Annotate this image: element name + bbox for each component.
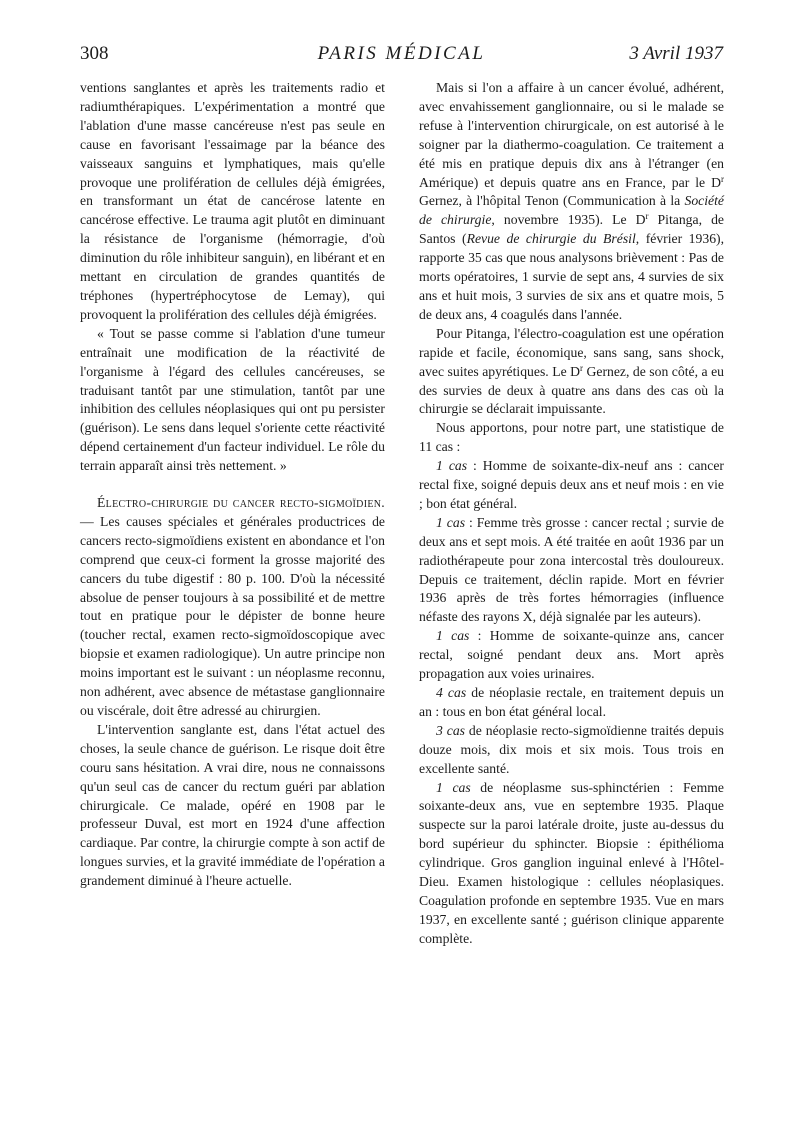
case-item — [419, 722, 724, 779]
section-intro-text: — Les causes spéciales et générales productrices de cancers recto-sigmoïdiens existent en abondance et l'on comprend que ceux-ci forment la grosse majorité des cancers du tube digestif : 80 p. 100. D'où la nécessité absolue de penser toujours à sa possibilité et de mettre tout en pratique pour le dépister de bonne heure (toucher rectal, examen recto-sigmoïdoscopique avec biopsie et examen radiologique). Un autre principe non moins important est le suivant : un néoplasme reconnu, non adhérent, avec absence de métastase ganglionnaire ou viscérale, doit être adressé au chirurgien. — [80, 513, 385, 718]
text-fragment: Gernez, de son côté, a eu des survies de deux à quatre ans dans des cas où la chirurgie se déclarait impuissante. — [419, 363, 724, 417]
text-fragment: Pour Pitanga, l'électro-coagulation est une opération rapide et facile, économique, sans sang, sans shock, avec suites apyrétiques. Le D — [419, 325, 724, 379]
case-label: 3 cas — [436, 722, 465, 738]
case-label: 4 cas — [436, 685, 467, 700]
case-item — [419, 684, 724, 722]
case-item — [419, 514, 724, 627]
case-label: 1 cas — [436, 514, 466, 530]
paragraph-section-intro — [80, 494, 385, 721]
paragraph-pitanga — [419, 325, 724, 420]
text-fragment: , février 1936), rapporte 35 cas que nous analysons brièvement : Pas de morts opératoires, 1 survie de sept ans, 4 survies de six ans et huit mois, 3 survies de six ans et quatre mois, 5 de deux ans, 4 coagulés dans l'année. — [419, 231, 725, 322]
paragraph-quote: « Tout se passe comme si l'ablation d'une tumeur entraînait une modification de la réactivité de l'organisme à l'égard des cellules cancéreuses, se traduisant tantôt par une stimulation, tantôt par une inhibition des cellules néoplasiques qui ont pu persister (guérison). Le sens dans lequel s'oriente cette réactivité dépend certainement d'un facteur individuel. Le rôle du terrain apparaît ainsi très nettement. » — [80, 325, 385, 474]
case-item — [419, 779, 724, 949]
superscript: r — [721, 173, 724, 184]
case-text: de néoplasie rectale, en traitement depuis un an : tous en bon état général local. — [419, 685, 724, 719]
superscript: r — [645, 211, 649, 222]
case-label: 1 cas — [436, 779, 471, 795]
section-heading: Électro-chirurgie du cancer recto-sigmoïdien. — [97, 495, 385, 511]
superscript: r — [580, 362, 584, 373]
running-header — [80, 43, 723, 71]
case-label: 1 cas — [436, 458, 468, 474]
paragraph-continuation: ventions sanglantes et après les traitements radio et radiumthérapiques. L'expérimentation a montré que l'ablation d'une masse cancéreuse n'est pas seule en cause en favorisant l'essaimage par la béance des vaisseaux sanguins et lymphatiques, mais qu'elle provoque une prolifération de cellules déjà émigrées, en transformant un état de cancérose latente en cancérose effective. Le trauma agit plutôt en diminuant la résistance de l'organisme (hémorragie, d'où diminution du rôle inhibiteur sanguin), en libérant et en mettant en circulation de grandes quantités de tréphones (hypertréphocytose de Lemay), qui provoquent la prolifération des cellules déjà émigrées. — [80, 80, 385, 322]
case-text: de néoplasme sus-sphinctérien : Femme soixante-deux ans, vue en septembre 1935. Plaque suspecte sur la paroi latérale droite, juste au-dessus du bord supérieur du sphincter. Biopsie : épithélioma cylindrique. Gros ganglion inguinal enlevé à l'Hôtel-Dieu. Examen histologique : cellules néoplasiques. Coagulation profonde en septembre 1935. Vue en mars 1937, en excellente santé ; guérison clinique apparente complète. — [419, 779, 724, 946]
paragraph-intervention: L'intervention sanglante est, dans l'état actuel des choses, la seule chance de guérison. Le risque doit être couru sans hésitation. A vrai dire, nous ne connaissons qu'un seul cas de cancer du rectum guéri par ablation chirurgicale. Ce malade, opéré en 1908 par le professeur Duval, est mort en 1924 d'une affection cardiaque. Par contre, la chirurgie compte à son actif de longues survies, et la gravité immédiate de l'opération a grandement diminué à l'heure actuelle. — [80, 721, 385, 889]
italic-source: Revue de chirurgie du Brésil — [466, 231, 636, 247]
case-text: de néoplasie recto-sigmoïdienne traités depuis douze mois, dix mois et six mois. Tous trois en excellente santé. — [419, 722, 724, 776]
journal-title: PARIS MÉDICAL — [317, 43, 486, 64]
case-text: : Homme de soixante-quinze ans, cancer rectal, soigné pendant deux ans. Mort après propagation aux voies urinaires. — [419, 628, 724, 682]
case-label: 1 cas — [436, 628, 470, 644]
case-item — [419, 627, 724, 684]
text-fragment: Pitanga, de Santos ( — [419, 212, 724, 247]
page-number: 308 — [80, 43, 109, 64]
case-text: : Femme très grosse : cancer rectal ; survie de deux ans et sept mois. A été traitée en août 1936 par un radiothérapeute pour zona intercostal très douloureux. Depuis ce traitement, déclin rapide. Mort en février 1936 après de très fortes hémorragies (influence néfaste des rayons X, déjà signalée par les auteurs). — [419, 514, 724, 625]
paragraph-statistics-intro: Nous apportons, pour notre part, une statistique de 11 cas : — [419, 420, 724, 455]
italic-source: Société de chirurgie — [419, 193, 724, 228]
left-column — [80, 79, 385, 891]
text-fragment: Gernez, à l'hôpital Tenon (Communication à la — [419, 193, 685, 209]
issue-date: 3 Avril 1937 — [629, 43, 723, 64]
case-item — [419, 457, 724, 514]
text-fragment: Mais si l'on a affaire à un cancer évolué, adhérent, avec envahissement ganglionnaire, ou si le malade se refuse à l'intervention chirurgicale, on est autorisé à le soigner par la diathermo-coagulation. Ce traitement a été mis en pratique depuis dix ans à l'étranger (en Amérique) et depuis quatre ans en France, par le D — [419, 80, 724, 190]
text-fragment: , novembre 1935). Le D — [491, 212, 646, 228]
paragraph-diathermo — [419, 79, 724, 325]
right-column — [419, 79, 724, 949]
case-text: : Homme de soixante-dix-neuf ans : cancer rectal fixe, soigné depuis deux ans et neuf mois : en vie ; bon état général. — [419, 458, 724, 511]
